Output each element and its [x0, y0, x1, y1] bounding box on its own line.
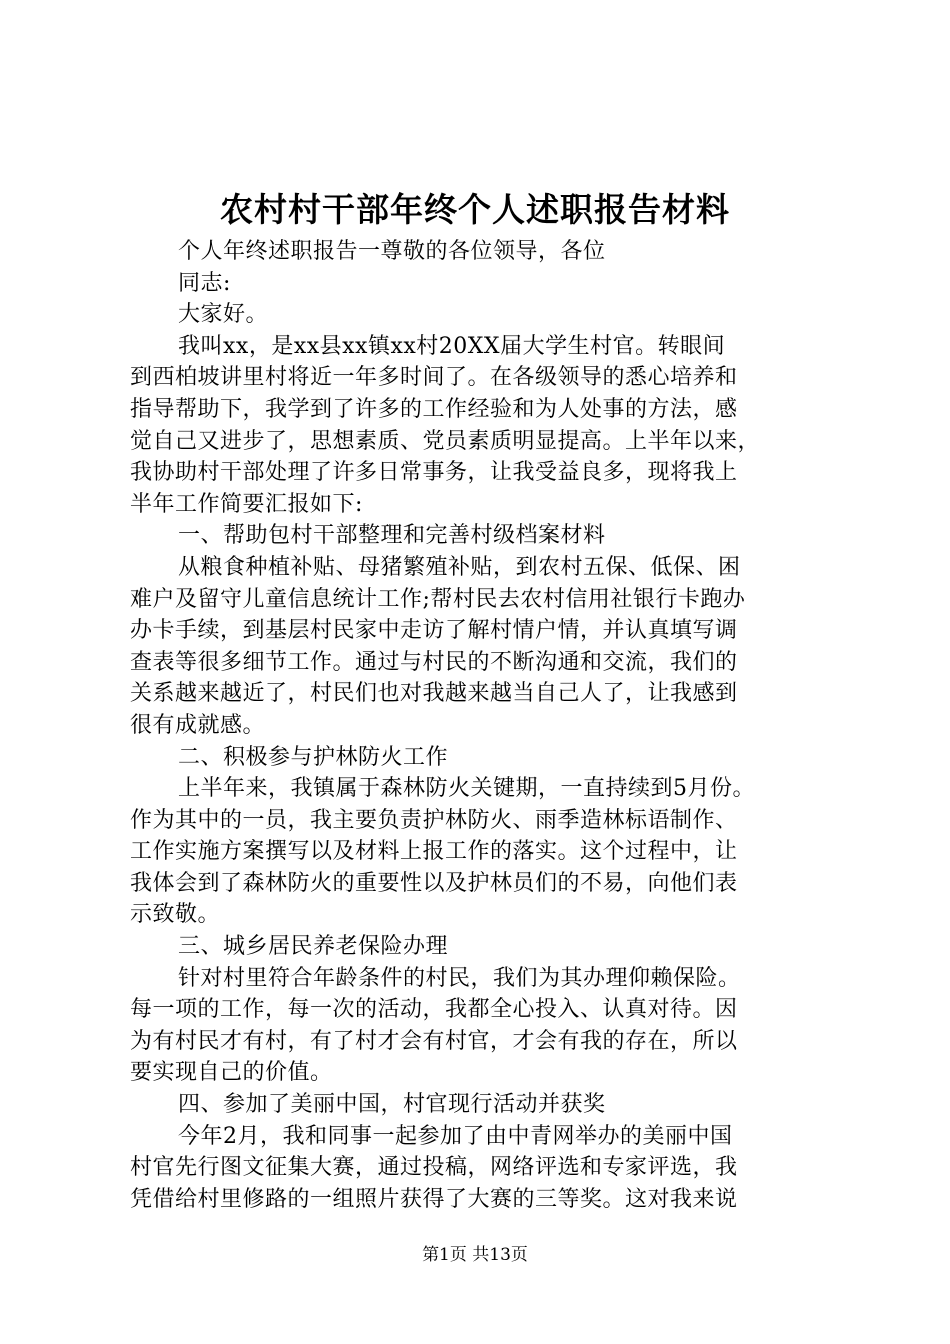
text-line: 觉自己又进步了，思想素质、党员素质明显提高。上半年以来， [130, 428, 761, 454]
text-line: 示致敬。 [130, 902, 221, 928]
text-line: 查表等很多细节工作。通过与村民的不断沟通和交流，我们的 [130, 649, 738, 675]
text-line: 半年工作简要汇报如下: [130, 491, 363, 517]
text-line: 我叫xx，是xx县xx镇xx村20XX届大学生村官。转眼间 [178, 333, 726, 359]
text-line: 大家好。 [178, 302, 269, 328]
text-line: 三、城乡居民养老保险办理 [178, 934, 449, 960]
text-line: 难户及留守儿童信息统计工作;帮村民去农村信用社银行卡跑办 [130, 586, 746, 612]
text-line: 个人年终述职报告一尊敬的各位领导，各位 [178, 239, 606, 264]
text-line: 从粮食种植补贴、母猪繁殖补贴，到农村五保、低保、困 [178, 554, 741, 580]
text-line: 二、积极参与护林防火工作 [178, 744, 449, 770]
text-line: 指导帮助下，我学到了许多的工作经验和为人处事的方法，感 [130, 396, 738, 422]
text-line: 关系越来越近了，村民们也对我越来越当自己人了，让我感到 [130, 681, 738, 707]
text-line: 工作实施方案撰写以及材料上报工作的落实。这个过程中，让 [130, 839, 738, 865]
page-number: 第1页 共13页 [422, 1245, 528, 1265]
text-line: 为有村民才有村，有了村才会有村官，才会有我的存在，所以 [130, 1028, 738, 1054]
text-line: 凭借给村里修路的一组照片获得了大赛的三等奖。这对我来说 [130, 1186, 738, 1212]
text-line: 同志: [178, 270, 231, 296]
text-line: 四、参加了美丽中国，村官现行活动并获奖 [178, 1092, 606, 1118]
text-line: 每一项的工作，每一次的活动，我都全心投入、认真对待。因 [130, 997, 738, 1023]
text-line: 针对村里符合年龄条件的村民，我们为其办理仰赖保险。 [178, 965, 741, 991]
text-line: 村官先行图文征集大赛，通过投稿，网络评选和专家评选，我 [130, 1155, 738, 1181]
text-line: 办卡手续，到基层村民家中走访了解村情户情，并认真填写调 [130, 618, 738, 644]
text-line: 今年2月，我和同事一起参加了由中青网举办的美丽中国 [178, 1123, 733, 1149]
document-title: 农村村干部年终个人述职报告材料 [220, 190, 730, 229]
text-line: 我体会到了森林防火的重要性以及护林员们的不易，向他们表 [130, 870, 738, 896]
document-body [130, 236, 830, 1215]
text-line: 到西柏坡讲里村将近一年多时间了。在各级领导的悉心培养和 [130, 365, 738, 391]
text-line: 一、帮助包村干部整理和完善村级档案材料 [178, 523, 606, 549]
text-line: 要实现自己的价值。 [130, 1060, 333, 1086]
text-line: 作为其中的一员，我主要负责护林防火、雨季造林标语制作、 [130, 807, 738, 833]
text-line: 我协助村干部处理了许多日常事务，让我受益良多，现将我上 [130, 460, 738, 486]
text-line: 上半年来，我镇属于森林防火关键期，一直持续到5月份。 [178, 776, 755, 802]
text-line: 很有成就感。 [130, 712, 266, 738]
